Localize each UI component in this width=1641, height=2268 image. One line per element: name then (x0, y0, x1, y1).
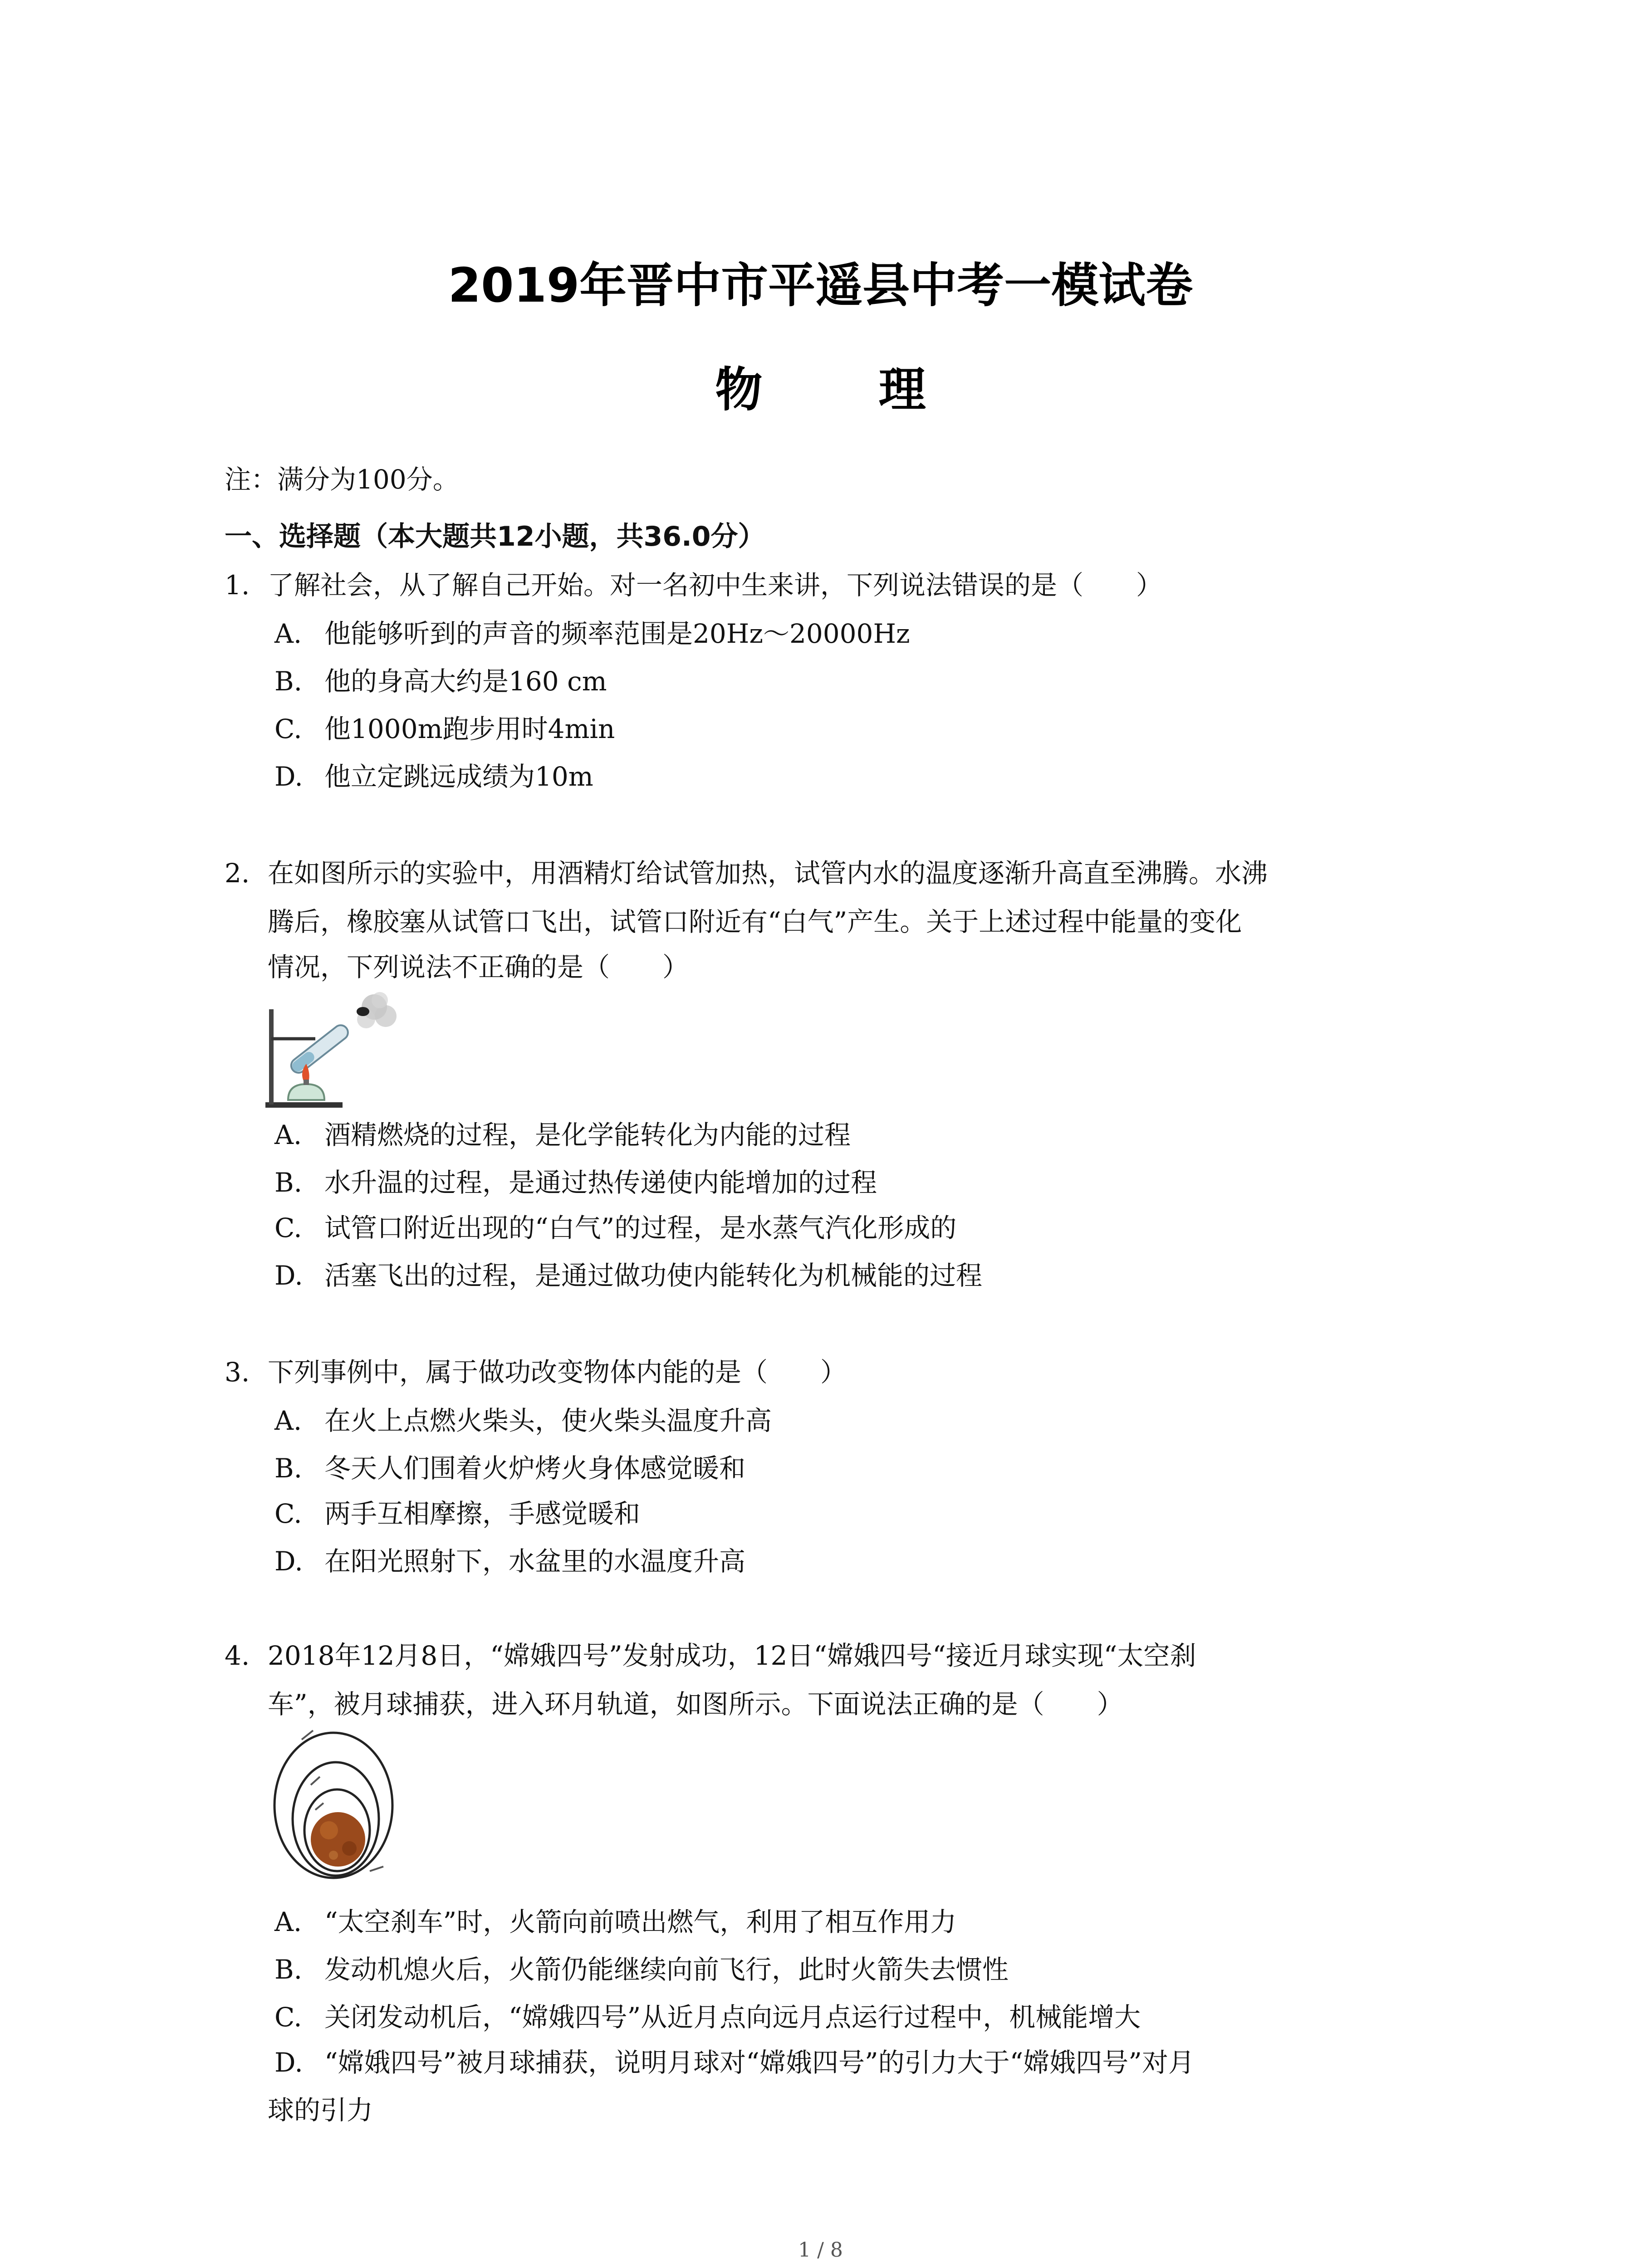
question-4-line-2: 车”，被月球捕获，进入环月轨道，如图所示。下面说法正确的是（ ） (268, 1689, 1123, 1720)
q2-option-d (274, 1254, 982, 1292)
lunar-orbit-figure (270, 1726, 402, 1880)
option-label: A. (274, 1405, 302, 1436)
option-text: 水升温的过程，是通过热传递使内能增加的过程 (324, 1167, 877, 1198)
subject-title: 物 理 (715, 362, 976, 417)
question-number: 2. (225, 858, 250, 889)
option-text: 活塞飞出的过程，是通过做功使内能转化为机械能的过程 (324, 1260, 983, 1291)
question-2-line-3: 情况，下列说法不正确的是（ ） (268, 952, 689, 982)
exam-title: 2019年晋中市平遥县中考一模试卷 (448, 258, 1193, 313)
question-number: 1. (225, 570, 250, 601)
option-label: B. (274, 666, 303, 697)
q4-option-d-continued: 球的引力 (268, 2095, 373, 2126)
q4-option-b (274, 1948, 1009, 1986)
option-label: C. (274, 1212, 302, 1243)
q3-option-d (274, 1540, 745, 1578)
option-label: B. (274, 1954, 303, 1985)
option-text: “嫦娥四号”被月球捕获，说明月球对“嫦娥四号”的引力大于“嫦娥四号”对月 (324, 2047, 1195, 2078)
option-text: 在阳光照射下，水盆里的水温度升高 (324, 1546, 746, 1577)
option-label: C. (274, 1498, 302, 1529)
q1-option-d (274, 755, 593, 793)
question-2-line-2: 腾后，橡胶塞从试管口飞出，试管口附近有“白气”产生。关于上述过程中能量的变化 (268, 906, 1242, 937)
option-text: 他的身高大约是160 cm (324, 666, 607, 697)
q3-option-a (274, 1399, 772, 1437)
question-number: 3. (225, 1357, 250, 1388)
q1-option-b (274, 660, 607, 698)
option-text: 两手互相摩擦，手感觉暖和 (324, 1498, 641, 1529)
option-label: B. (274, 1453, 303, 1484)
q2-option-c (274, 1207, 956, 1245)
page-number: 1 / 8 (798, 2239, 843, 2262)
moon (311, 1812, 365, 1867)
option-label: A. (274, 1906, 302, 1937)
option-label: D. (274, 761, 303, 792)
q3-option-c (274, 1492, 640, 1530)
stand-base (265, 1102, 343, 1108)
q1-option-c (274, 708, 615, 746)
question-1-stem (225, 562, 1162, 608)
option-text: 他能够听到的声音的频率范围是20Hz～20000Hz (324, 618, 910, 649)
option-label: A. (274, 1119, 302, 1150)
q1-option-a (274, 612, 910, 650)
option-text: “太空刹车”时，火箭向前喷出燃气，利用了相互作用力 (324, 1906, 957, 1937)
question-text: 下列事例中，属于做功改变物体内能的是（ ） (268, 1357, 847, 1388)
question-2-stem (225, 850, 1268, 896)
q4-option-a (274, 1901, 956, 1939)
option-text: 他立定跳远成绩为10m (324, 761, 593, 792)
option-text: 试管口附近出现的“白气”的过程，是水蒸气汽化形成的 (324, 1212, 957, 1243)
option-text: 在火上点燃火柴头，使火柴头温度升高 (324, 1405, 772, 1436)
test-tube-heating-figure (261, 991, 406, 1114)
q2-option-a (274, 1114, 851, 1152)
option-label: D. (274, 2047, 303, 2078)
option-text: 酒精燃烧的过程，是化学能转化为内能的过程 (324, 1119, 851, 1150)
option-label: D. (274, 1546, 303, 1577)
option-label: D. (274, 1260, 303, 1291)
question-text: 2018年12月8日，“嫦娥四号”发射成功，12日“嫦娥四号“接近月球实现“太空刹 (268, 1640, 1196, 1671)
question-text: 了解社会，从了解自己开始。对一名初中生来讲，下列说法错误的是（ ） (268, 570, 1163, 601)
test-tube (288, 1022, 351, 1076)
question-3-stem (225, 1349, 847, 1395)
option-text: 冬天人们围着火炉烤火身体感觉暖和 (324, 1453, 746, 1484)
option-label: C. (274, 2002, 302, 2033)
q4-option-c (274, 1996, 1141, 2034)
q3-option-b (274, 1447, 745, 1485)
q4-option-d (274, 2041, 1195, 2079)
stand-rod (269, 1009, 274, 1105)
question-text: 在如图所示的实验中，用酒精灯给试管加热，试管内水的温度逐渐升高直至沸腾。水沸 (268, 858, 1268, 889)
option-label: C. (274, 714, 302, 744)
section-heading: 一、选择题（本大题共12小题，共36.0分） (225, 521, 765, 552)
option-text: 他1000m跑步用时4min (324, 714, 615, 744)
question-number: 4. (225, 1640, 250, 1671)
option-text: 发动机熄火后，火箭仍能继续向前飞行，此时火箭失去惯性 (324, 1954, 1009, 1985)
option-text: 关闭发动机后，“嫦娥四号”从近月点向远月点运行过程中，机械能增大 (324, 2002, 1141, 2033)
option-label: B. (274, 1167, 303, 1198)
question-4-stem (225, 1633, 1196, 1678)
option-label: A. (274, 618, 302, 649)
alcohol-lamp (288, 1084, 324, 1100)
q2-option-b (274, 1161, 877, 1199)
score-note: 注：满分为100分。 (225, 464, 459, 495)
